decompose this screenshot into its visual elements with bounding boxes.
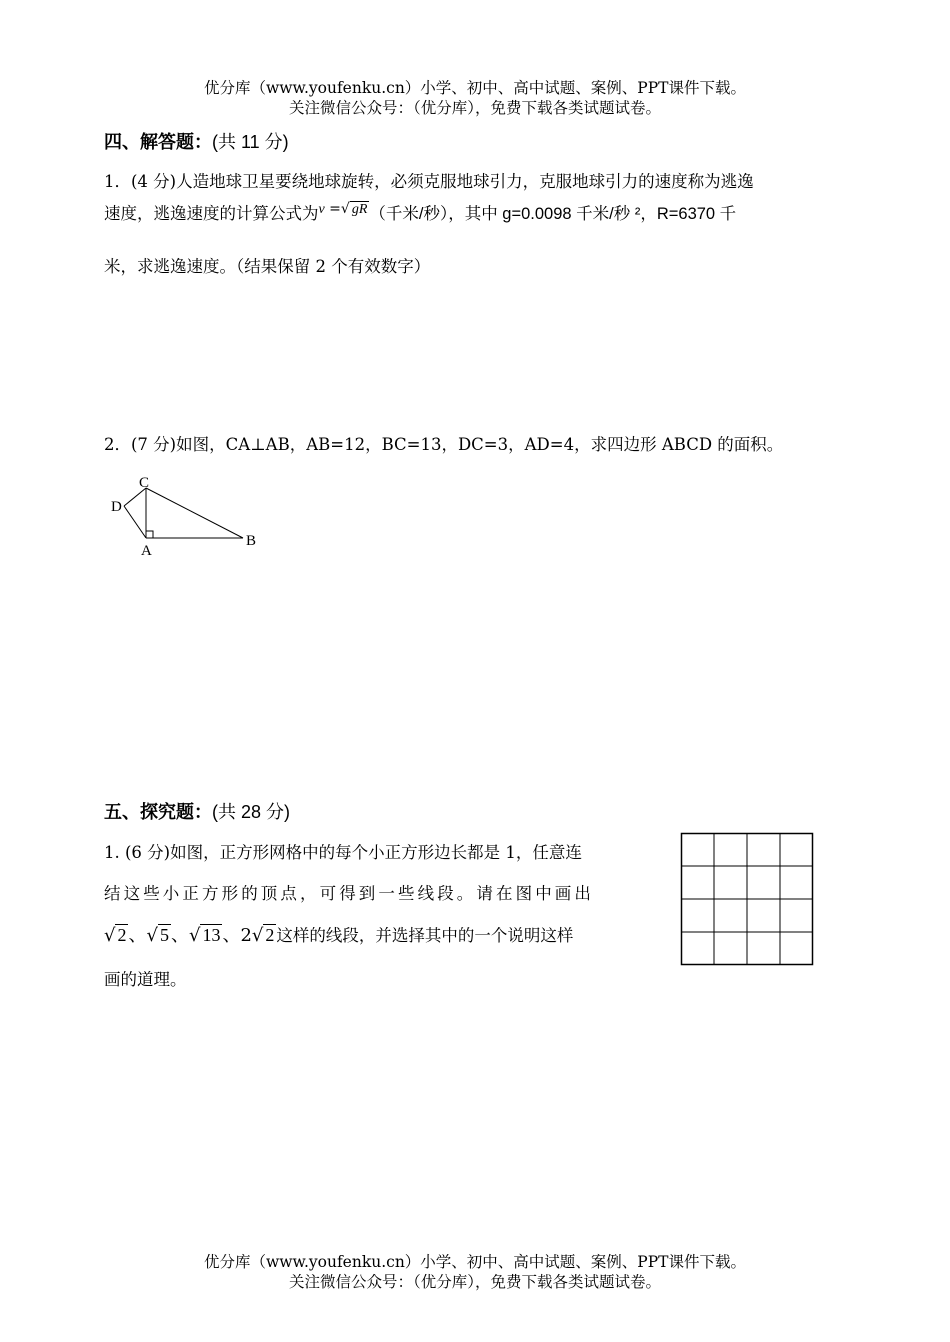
q5-1-line-3 bbox=[104, 921, 573, 947]
q4-2-text: 2．(7 分)如图，CA⊥AB，AB=12，BC=13，DC=3，AD=4，求四边形 ABCD 的面积。 bbox=[104, 435, 784, 454]
label-b: B bbox=[246, 533, 257, 549]
label-a: A bbox=[141, 543, 152, 559]
header-line-2: 关注微信公众号：（优分库），免费下载各类试题试卷。 bbox=[288, 99, 661, 117]
q5-1-line-4: 画的道理。 bbox=[104, 970, 187, 989]
header-line-1: 优分库（www.youfenku.cn）小学、初中、高中试题、案例、PPT课件下载。 bbox=[203, 79, 747, 97]
radicand-2: 5 bbox=[159, 925, 169, 945]
radicand-1: 2 bbox=[117, 925, 127, 945]
formula-v: v bbox=[318, 202, 325, 217]
radicand-3: 13 bbox=[202, 925, 221, 945]
q4-1-line-3: 米，求逃逸速度。（结果保留 2 个有效数字） bbox=[104, 257, 431, 276]
footer-line-1: 优分库（www.youfenku.cn）小学、初中、高中试题、案例、PPT课件下载。 bbox=[203, 1253, 747, 1271]
radical-icon: √ bbox=[188, 925, 201, 946]
square-grid bbox=[680, 832, 814, 966]
section-4-heading bbox=[104, 128, 289, 154]
q5-1-line-2: 结这些小正方形的顶点，可得到一些线段。请在图中画出 bbox=[104, 884, 594, 903]
separator-2: 、 bbox=[170, 925, 189, 946]
radicals-group bbox=[104, 925, 276, 946]
q4-1-line-2 bbox=[104, 200, 736, 224]
q5-1-line-1: 1. (6 分)如图，正方形网格中的每个小正方形边长都是 1，任意连 bbox=[104, 843, 582, 862]
section-4-title: 四、解答题： bbox=[104, 132, 212, 153]
quadrilateral-figure bbox=[100, 468, 270, 564]
radicand-4: 2 bbox=[265, 925, 275, 945]
segment-da bbox=[124, 506, 146, 538]
section-5-score: (共 28 分) bbox=[212, 802, 291, 822]
segment-cb bbox=[146, 488, 243, 538]
right-angle-mark bbox=[146, 531, 153, 538]
section-5-title: 五、探究题： bbox=[104, 802, 212, 823]
formula-radicand: gR bbox=[351, 202, 368, 217]
footer-line-2: 关注微信公众号：（优分库），免费下载各类试题试卷。 bbox=[288, 1273, 661, 1291]
radical-icon: √ bbox=[251, 925, 264, 946]
formula bbox=[319, 201, 370, 217]
section-4-score: (共 11 分) bbox=[212, 132, 289, 152]
label-c: C bbox=[139, 475, 150, 491]
q4-1-line-1: 1．(4 分)人造地球卫星要绕地球旋转，必须克服地球引力，克服地球引力的速度称为逃逸 bbox=[104, 172, 754, 191]
formula-eq: = bbox=[324, 201, 341, 217]
radical-icon: √ bbox=[340, 201, 350, 217]
radical-icon: √ bbox=[146, 925, 158, 946]
q4-1-line-2-pre: 速度，逃逸速度的计算公式为 bbox=[104, 204, 319, 223]
separator-1: 、 bbox=[128, 925, 147, 946]
separator-3: 、 bbox=[222, 925, 241, 946]
section-5-heading bbox=[104, 798, 290, 824]
q4-1-line-2-post: （千米/秒），其中 g=0.0098 千米/秒 ²，R=6370 千 bbox=[369, 205, 737, 223]
radical-icon: √ bbox=[104, 925, 116, 946]
coefficient: 2 bbox=[240, 925, 252, 946]
q5-1-line-3-post: 这样的线段，并选择其中的一个说明这样 bbox=[276, 926, 574, 945]
label-d: D bbox=[111, 499, 122, 515]
